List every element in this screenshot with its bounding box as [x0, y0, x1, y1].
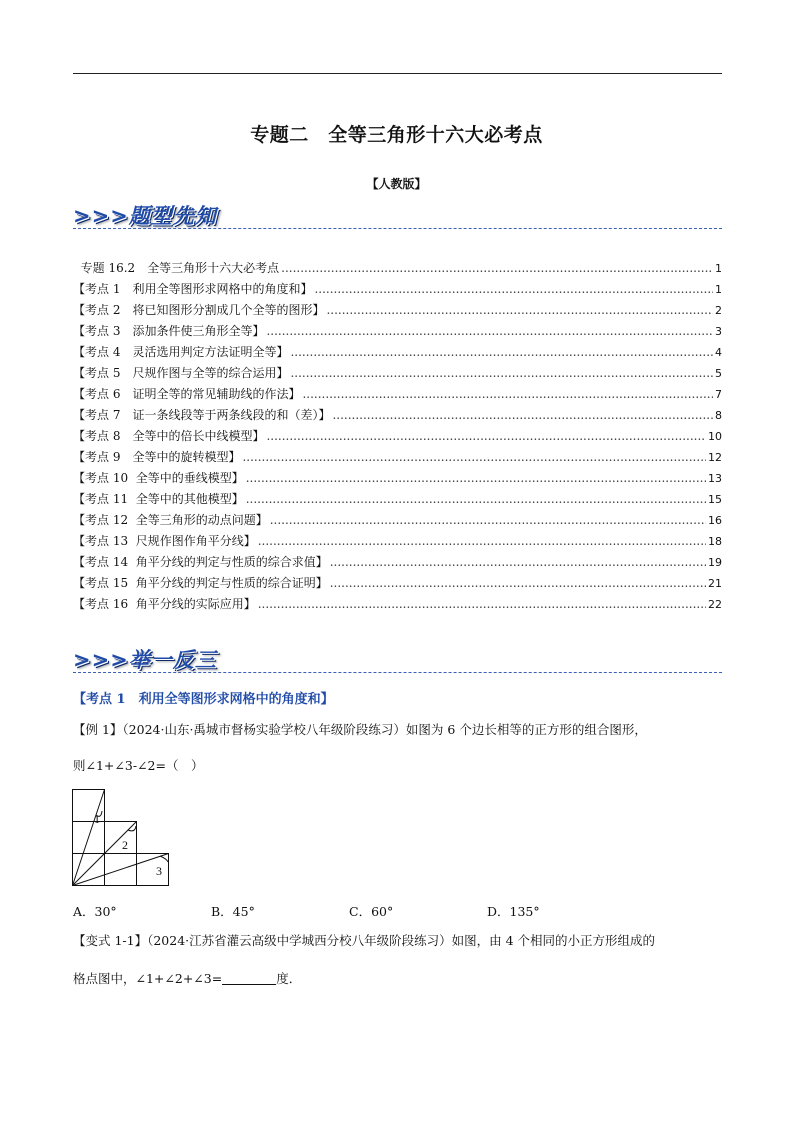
toc-entry[interactable]: [73, 573, 722, 594]
toc-entry[interactable]: [73, 405, 722, 426]
toc-entry-page: 1: [715, 262, 722, 275]
toc-leader-dots: [246, 468, 706, 489]
toc-entry[interactable]: [73, 552, 722, 573]
toc-entry-page: 7: [715, 388, 722, 401]
toc-entry[interactable]: [73, 321, 722, 342]
toc-entry[interactable]: [73, 363, 722, 384]
toc-leader-dots: [266, 321, 713, 342]
toc-leader-dots: [332, 405, 713, 426]
practice-divider: [73, 672, 722, 673]
toc-entry-label: 【考点 4 灵活选用判定方法证明全等】: [73, 345, 289, 359]
toc-leader-dots: [258, 594, 706, 615]
toc-entry[interactable]: [73, 531, 722, 552]
toc-entry-page: 2: [715, 304, 722, 317]
toc-entry-page: 3: [715, 325, 722, 338]
toc-entry-label: 【考点 15 角平分线的判定与性质的综合证明】: [73, 576, 328, 590]
practice-banner-text: >>>举一反三: [73, 648, 217, 672]
toc-leader-dots: [290, 342, 713, 363]
toc-leader-dots: [242, 447, 706, 468]
toc-entry[interactable]: [73, 384, 722, 405]
angle-label-2: 2: [122, 838, 128, 852]
page-title: 专题二 全等三角形十六大必考点: [250, 124, 543, 146]
toc-leader-dots: [290, 363, 713, 384]
edition-label: 【人教版】: [366, 177, 427, 191]
toc-entry[interactable]: [73, 489, 722, 510]
option-d[interactable]: D．135°: [487, 904, 540, 919]
toc-entry-label: 【考点 11 全等中的其他模型】: [73, 492, 244, 506]
toc-entry-label: 【考点 7 证一条线段等于两条线段的和（差）】: [73, 408, 331, 422]
toc-entry-page: 8: [715, 409, 722, 422]
toc-entry-page: 1: [715, 283, 722, 296]
toc-entry-label: 专题 16.2 全等三角形十六大必考点: [73, 261, 280, 275]
toc-leader-dots: [281, 258, 713, 279]
toc-entry-label: 【考点 12 全等三角形的动点问题】: [73, 513, 268, 527]
toc-leader-dots: [330, 552, 706, 573]
toc-entry-page: 16: [708, 514, 722, 527]
variant-line-2-suffix: 度．: [276, 971, 302, 986]
toc-entry[interactable]: [73, 258, 722, 279]
toc-entry-label: 【考点 3 添加条件使三角形全等】: [73, 324, 265, 338]
toc-entry-label: 【考点 16 角平分线的实际应用】: [73, 597, 256, 611]
toc-entry-label: 【考点 2 将已知图形分割成几个全等的图形】: [73, 303, 325, 317]
table-of-contents: [73, 258, 722, 615]
variant-line-2: [73, 969, 722, 989]
toc-entry-page: 22: [708, 598, 722, 611]
toc-entry-label: 【考点 13 尺规作图作角平分线】: [73, 534, 256, 548]
angle-arc: [160, 856, 168, 862]
toc-leader-dots: [302, 384, 713, 405]
toc-entry-page: 15: [708, 493, 722, 506]
angle-label-3: 3: [156, 864, 162, 878]
toc-entry[interactable]: [73, 447, 722, 468]
practice-banner: [73, 644, 217, 674]
option-b[interactable]: B．45°: [211, 904, 255, 919]
toc-leader-dots: [270, 510, 706, 531]
toc-entry-label: 【考点 10 全等中的垂线模型】: [73, 471, 244, 485]
toc-leader-dots: [258, 531, 706, 552]
diagonal-line: [73, 790, 105, 886]
toc-entry[interactable]: [73, 300, 722, 321]
toc-entry[interactable]: [73, 510, 722, 531]
toc-leader-dots: [266, 426, 706, 447]
toc-entry-label: 【考点 5 尺规作图与全等的综合运用】: [73, 366, 289, 380]
toc-entry-page: 13: [708, 472, 722, 485]
toc-entry-label: 【考点 8 全等中的倍长中线模型】: [73, 429, 265, 443]
answer-blank[interactable]: [222, 972, 276, 985]
toc-entry[interactable]: [73, 468, 722, 489]
toc-entry-page: 18: [708, 535, 722, 548]
toc-entry[interactable]: [73, 279, 722, 300]
toc-entry-page: 12: [708, 451, 722, 464]
grid-figure: [72, 789, 180, 889]
toc-entry-label: 【考点 6 证明全等的常见辅助线的作法】: [73, 387, 301, 401]
toc-entry-page: 21: [708, 577, 722, 590]
example-line-2: 则∠1+∠3-∠2=（ ）: [73, 758, 204, 773]
toc-leader-dots: [330, 573, 706, 594]
toc-entry-label: 【考点 14 角平分线的判定与性质的综合求值】: [73, 555, 328, 569]
toc-entry-page: 4: [715, 346, 722, 359]
toc-entry-page: 5: [715, 367, 722, 380]
angle-label-1: 1: [94, 812, 100, 826]
toc-entry[interactable]: [73, 342, 722, 363]
toc-entry[interactable]: [73, 426, 722, 447]
toc-leader-dots: [326, 300, 713, 321]
option-a[interactable]: A．30°: [73, 904, 117, 919]
option-c[interactable]: C．60°: [349, 904, 394, 919]
toc-entry-label: 【考点 1 利用全等图形求网格中的角度和】: [73, 282, 313, 296]
toc-leader-dots: [314, 279, 713, 300]
overview-divider: [73, 228, 722, 229]
variant-line-1: 【变式 1-1】（2024·江苏省灌云高级中学城西分校八年级阶段练习）如图，由 4 个相同的小正方形组成的: [73, 933, 656, 948]
diagonal-line: [73, 854, 169, 886]
toc-leader-dots: [246, 489, 706, 510]
toc-entry-label: 【考点 9 全等中的旋转模型】: [73, 450, 241, 464]
toc-entry-page: 10: [708, 430, 722, 443]
toc-entry-page: 19: [708, 556, 722, 569]
overview-banner-text: >>>题型先知: [73, 204, 217, 228]
header-rule: [73, 73, 722, 74]
example-line-1: 【例 1】（2024·山东·禹城市督杨实验学校八年级阶段练习）如图为 6 个边长相等的正方形的组合图形，: [73, 722, 647, 737]
variant-line-2-text: 格点图中，∠1+∠2+∠3=: [73, 971, 223, 986]
toc-entry[interactable]: [73, 594, 722, 615]
section-heading: 【考点 1 利用全等图形求网格中的角度和】: [73, 692, 334, 707]
overview-banner: [73, 200, 217, 230]
